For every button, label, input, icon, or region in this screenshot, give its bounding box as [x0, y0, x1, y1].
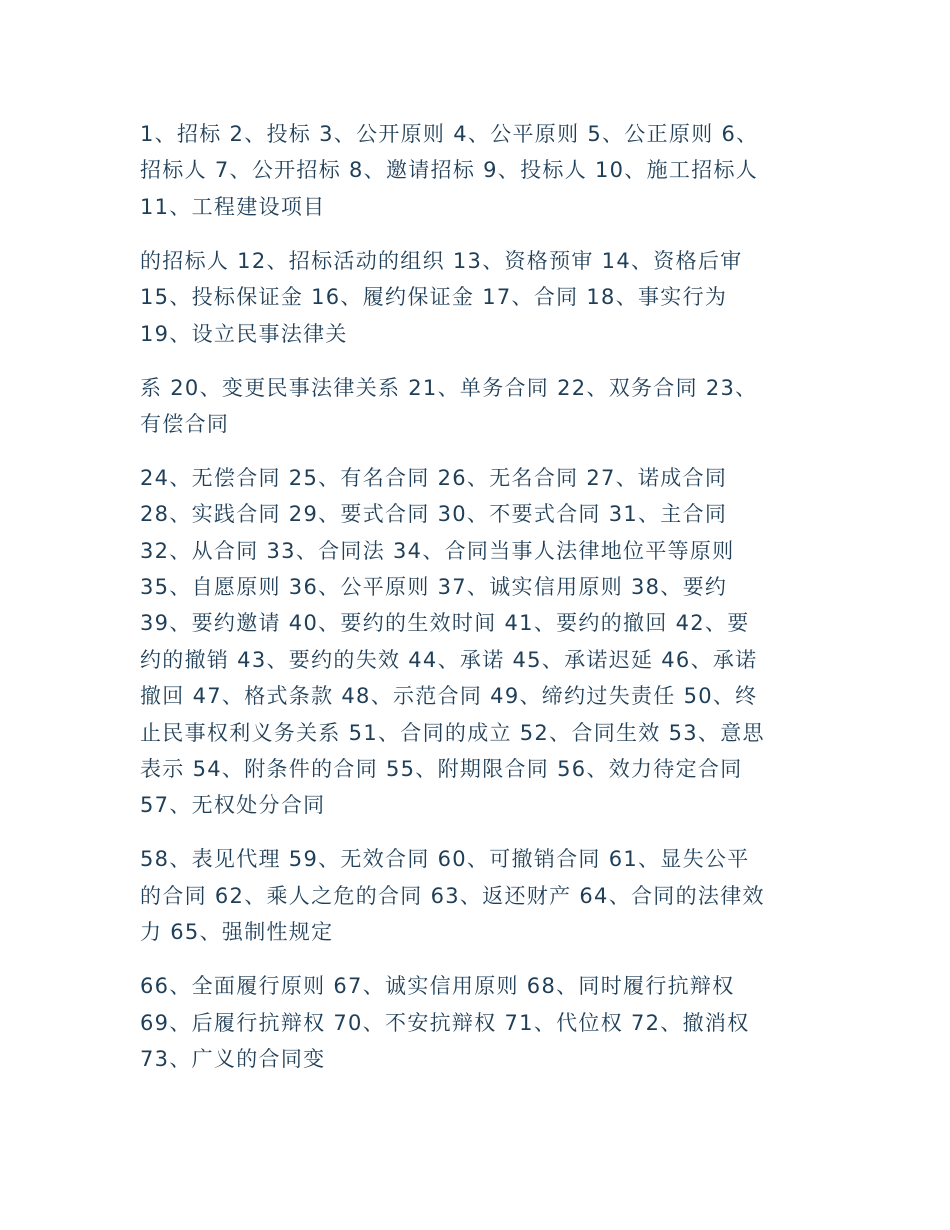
text-line: 1、招标 2、投标 3、公开原则 4、公平原则 5、公正原则 6、	[140, 122, 759, 146]
paragraph-3	[140, 370, 812, 443]
text-line: 66、全面履行原则 67、诚实信用原则 68、同时履行抗辩权	[140, 974, 735, 999]
paragraph-6	[140, 968, 812, 1077]
text-line: 表示 54、附条件的合同 55、附期限合同 56、效力待定合同	[140, 757, 743, 782]
text-line: 15、投标保证金 16、履约保证金 17、合同 18、事实行为	[140, 285, 728, 310]
text-line: 69、后履行抗辩权 70、不安抗辩权 71、代位权 72、撤消权	[140, 1010, 750, 1035]
paragraph-4	[140, 460, 812, 824]
text-line: 约的撤销 43、要约的失效 44、承诺 45、承诺迟延 46、承诺	[140, 647, 758, 672]
text-line: 35、自愿原则 36、公平原则 37、诚实信用原则 38、要约	[140, 575, 728, 600]
text-line: 止民事权利义务关系 51、合同的成立 52、合同生效 53、意思	[140, 720, 765, 745]
text-line: 的招标人 12、招标活动的组织 13、资格预审 14、资格后审	[140, 248, 743, 273]
text-line: 73、广义的合同变	[140, 1046, 326, 1071]
text-line: 招标人 7、公开招标 8、邀请招标 9、投标人 10、施工招标人	[140, 158, 759, 183]
text-line: 系 20、变更民事法律关系 21、单务合同 22、双务合同 23、	[140, 375, 758, 400]
paragraph-1	[140, 116, 812, 225]
text-line: 19、设立民事法律关	[140, 321, 348, 346]
text-line: 28、实践合同 29、要式合同 30、不要式合同 31、主合同	[140, 502, 728, 527]
text-line: 力 65、强制性规定	[140, 920, 334, 945]
text-line: 的合同 62、乘人之危的合同 63、返还财产 64、合同的法律效	[140, 883, 765, 908]
text-line: 58、表见代理 59、无效合同 60、可撤销合同 61、显失公平	[140, 847, 750, 872]
text-line: 57、无权处分合同	[140, 793, 326, 818]
text-line: 撤回 47、格式条款 48、示范合同 49、缔约过失责任 50、终	[140, 684, 758, 709]
paragraph-2	[140, 243, 812, 352]
text-line: 39、要约邀请 40、要约的生效时间 41、要约的撤回 42、要	[140, 611, 750, 636]
document-body	[140, 116, 812, 1095]
paragraph-5	[140, 841, 812, 950]
text-line: 有偿合同	[140, 411, 230, 436]
text-line: 11、工程建设项目	[140, 194, 326, 219]
text-line: 32、从合同 33、合同法 34、合同当事人法律地位平等原则	[140, 538, 735, 563]
text-line: 24、无偿合同 25、有名合同 26、无名合同 27、诺成合同	[140, 465, 728, 490]
